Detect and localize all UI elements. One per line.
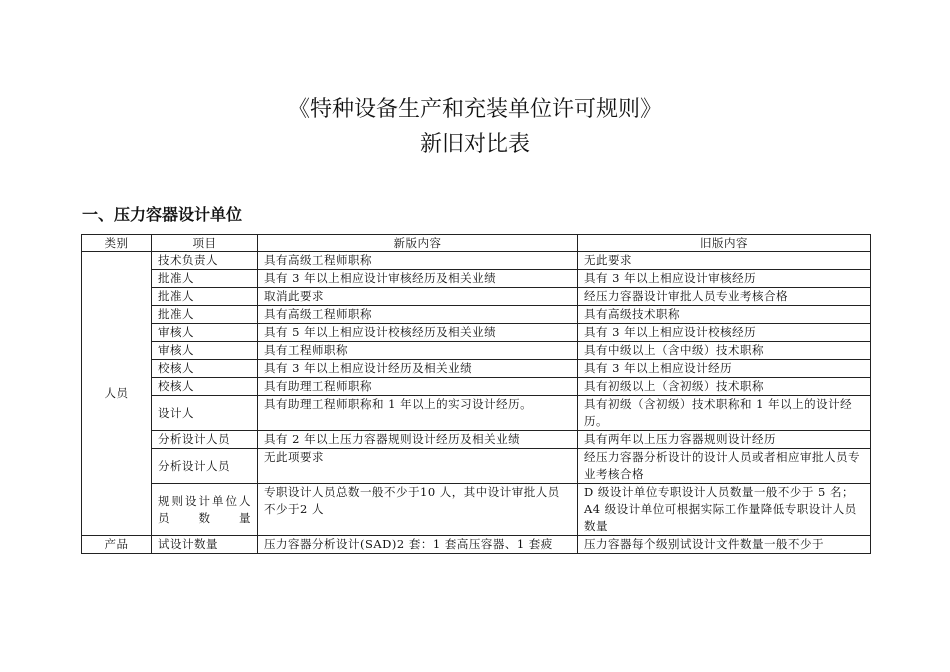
- comparison-table: [81, 234, 871, 554]
- old-content-cell: 具有中级以上（含中级）技术职称: [578, 342, 871, 360]
- table-row: [82, 288, 871, 306]
- header-item: 项目: [152, 235, 258, 252]
- table-row: [82, 396, 871, 431]
- category-personnel: 人员: [82, 252, 152, 536]
- new-content-cell: 具有 3 年以上相应设计经历及相关业绩: [258, 360, 578, 378]
- old-content-cell: 具有初级（含初级）技术职称和 1 年以上的设计经历。: [578, 396, 871, 431]
- item-cell: 审核人: [152, 342, 258, 360]
- new-content-cell: 具有 3 年以上相应设计审核经历及相关业绩: [258, 270, 578, 288]
- new-content-cell: 取消此要求: [258, 288, 578, 306]
- new-content-cell: 无此项要求: [258, 449, 578, 484]
- old-content-cell: 具有 3 年以上相应设计校核经历: [578, 324, 871, 342]
- new-content-cell: 具有助理工程师职称和 1 年以上的实习设计经历。: [258, 396, 578, 431]
- old-content-cell: 压力容器每个级别试设计文件数量一般不少于: [578, 536, 871, 554]
- table-row: [82, 431, 871, 449]
- table-row: [82, 306, 871, 324]
- table-row: [82, 252, 871, 270]
- new-content-cell: 具有高级工程师职称: [258, 306, 578, 324]
- new-content-cell: 具有助理工程师职称: [258, 378, 578, 396]
- table-header-row: [82, 235, 871, 252]
- table-row: [82, 270, 871, 288]
- section-heading: 一、压力容器设计单位: [82, 205, 243, 224]
- old-content-cell: 具有 3 年以上相应设计审核经历: [578, 270, 871, 288]
- table-row: [82, 360, 871, 378]
- table-row: [82, 378, 871, 396]
- item-cell: 设计人: [152, 396, 258, 431]
- document-subtitle: 新旧对比表: [419, 132, 530, 157]
- old-content-cell: 具有初级以上（含初级）技术职称: [578, 378, 871, 396]
- item-cell: 批准人: [152, 288, 258, 306]
- item-cell: 校核人: [152, 360, 258, 378]
- old-content-cell: 经压力容器设计审批人员专业考核合格: [578, 288, 871, 306]
- new-content-cell: 具有 2 年以上压力容器规则设计经历及相关业绩: [258, 431, 578, 449]
- item-cell: 审核人: [152, 324, 258, 342]
- table-row: [82, 536, 871, 554]
- table-row: [82, 484, 871, 536]
- new-content-cell: 具有 5 年以上相应设计校核经历及相关业绩: [258, 324, 578, 342]
- item-cell: 规则设计单位人员数量: [152, 484, 258, 536]
- old-content-cell: 无此要求: [578, 252, 871, 270]
- item-cell: 校核人: [152, 378, 258, 396]
- item-cell: 批准人: [152, 306, 258, 324]
- old-content-cell: 经压力容器分析设计的设计人员或者相应审批人员专业考核合格: [578, 449, 871, 484]
- old-content-cell: 具有高级技术职称: [578, 306, 871, 324]
- new-content-cell: 具有高级工程师职称: [258, 252, 578, 270]
- item-cell: 批准人: [152, 270, 258, 288]
- old-content-cell: 具有两年以上压力容器规则设计经历: [578, 431, 871, 449]
- item-cell: 技术负责人: [152, 252, 258, 270]
- header-old-content: 旧版内容: [578, 235, 871, 252]
- header-new-content: 新版内容: [258, 235, 578, 252]
- old-content-cell: D 级设计单位专职设计人员数量一般不少于 5 名；A4 级设计单位可根据实际工作量降低专职设计人员数量: [578, 484, 871, 536]
- new-content-cell: 具有工程师职称: [258, 342, 578, 360]
- item-cell: 分析设计人员: [152, 431, 258, 449]
- table-row: [82, 324, 871, 342]
- new-content-cell: 专职设计人员总数一般不少于10 人，其中设计审批人员不少于2 人: [258, 484, 578, 536]
- item-cell: 试设计数量: [152, 536, 258, 554]
- document-title: 《特种设备生产和充装单位许可规则》: [287, 97, 662, 122]
- table-row: [82, 449, 871, 484]
- header-category: 类别: [82, 235, 152, 252]
- category-product: 产品: [82, 536, 152, 554]
- table-row: [82, 342, 871, 360]
- old-content-cell: 具有 3 年以上相应设计经历: [578, 360, 871, 378]
- new-content-cell: 压力容器分析设计(SAD)2 套：1 套高压容器、1 套疲: [258, 536, 578, 554]
- item-cell: 分析设计人员: [152, 449, 258, 484]
